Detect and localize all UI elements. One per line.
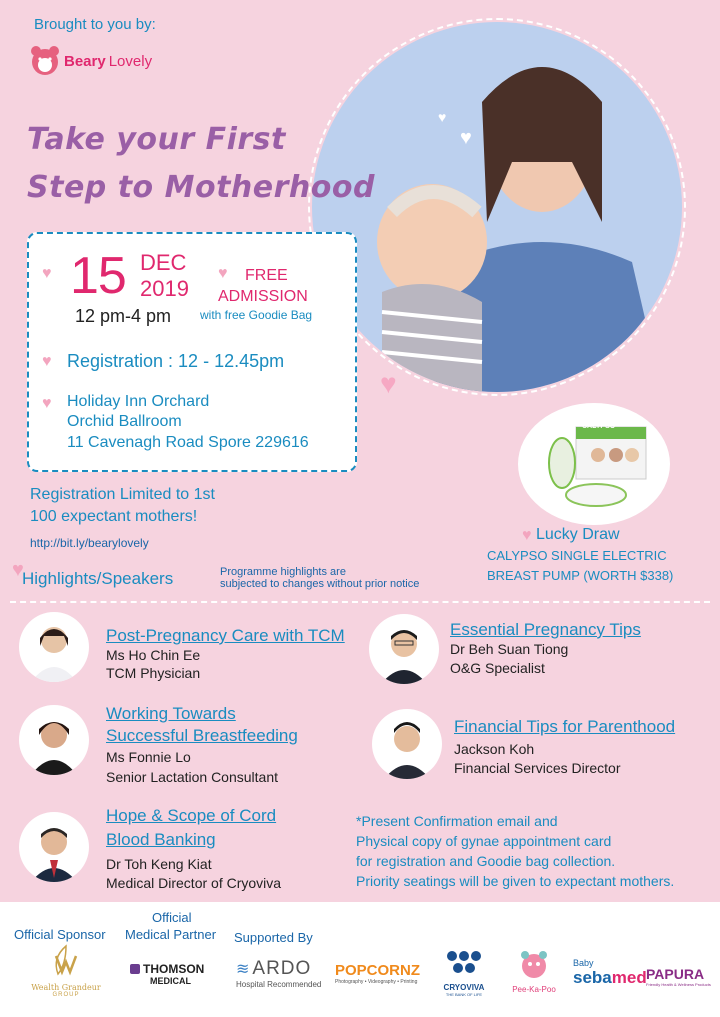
registration-time: Registration : 12 - 12.45pm [67,351,285,371]
notice-line-1: *Present Confirmation email and [356,813,558,829]
heart-icon: ♥ [522,527,532,544]
venue-line-1: Holiday Inn Orchard [67,393,210,410]
bear-icon [30,44,60,78]
notice-line-2: Physical copy of gynae appointment card [356,833,612,849]
speaker-4-name: Dr Beh Suan Tiong [450,641,569,657]
brand-lovely: Lovely [108,52,153,70]
product-circle [518,403,670,525]
popcornz-sub: Photography • Videography • Printing [335,979,418,985]
sebamed-baby: Baby [573,958,594,968]
speaker-3-title-2[interactable]: Blood Banking [106,830,216,849]
product-label: CALYPSO [582,423,616,430]
popcornz-name: POPCORNZ [335,962,421,979]
speaker-photo [19,705,89,775]
event-day: 15 [70,247,126,305]
event-month: DEC [140,250,187,275]
speaker-3-role: Medical Director of Cryoviva [106,875,282,891]
speaker-photo [372,709,442,779]
venue-line-3: 11 Cavenagh Road Spore 229616 [67,434,309,451]
admission-sub: with free Goodie Bag [200,308,313,322]
speaker-4-role: O&G Specialist [450,660,545,676]
registration-link[interactable]: http://bit.ly/bearylovely [30,536,149,550]
ardo-sub: Hospital Recommended [236,980,322,989]
section-divider [10,601,710,603]
speaker-4-title[interactable]: Essential Pregnancy Tips [450,620,641,639]
speaker-2-title-2[interactable]: Successful Breastfeeding [106,726,298,745]
event-time: 12 pm-4 pm [75,306,172,326]
wealth-grandeur-logo [28,944,104,998]
heart-icon: ♥ [42,265,52,282]
speaker-photo [19,812,89,882]
highlights-note-2: subjected to changes without prior notice [220,578,420,590]
speaker-1-title[interactable]: Post-Pregnancy Care with TCM [106,626,345,645]
speaker-2-title-1[interactable]: Working Towards [106,704,236,723]
cryoviva-logo [437,948,491,997]
heart-icon: ♥ [460,127,472,149]
speaker-2-name: Ms Fonnie Lo [106,749,191,765]
speaker-2-role: Senior Lactation Consultant [106,769,278,785]
notice-line-4: Priority seatings will be given to expectant mothers. [356,873,675,889]
cryoviva-dots-icon [444,948,484,978]
papura-name: PAPURA [646,966,705,982]
speaker-5-role: Financial Services Director [454,760,621,776]
official-sponsor-label: Official Sponsor [14,927,106,942]
thomson-name: THOMSON [143,962,205,976]
thomson-medical: MEDICAL [150,976,191,986]
cryoviva-sub: THE BANK OF LIFE [445,992,483,997]
admission-line-1: FREE [245,267,288,284]
ardo-icon: ≋ [236,961,250,978]
highlights-note-1: Programme highlights are [220,566,346,578]
papura-logo [646,966,711,987]
highlights-heading: Highlights/Speakers [22,569,174,588]
thomson-medical-logo [130,962,204,986]
official-label: Official [152,910,192,925]
medical-partner-label: Medical Partner [125,927,217,942]
title-line-2: Step to Motherhood [27,170,375,205]
peekapoo-name: Pee-Ka-Poo [512,985,556,994]
speaker-3-title-1[interactable]: Hope & Scope of Cord [106,806,277,825]
speaker-photo [19,612,89,682]
popcornz-logo [335,962,420,985]
speaker-5-name: Jackson Koh [454,741,535,757]
supported-by-label: Supported By [234,930,313,945]
sebamed-seba: seba [573,968,612,987]
lucky-draw-line-1: CALYPSO SINGLE ELECTRIC [487,548,667,563]
ardo-logo [236,958,321,989]
limit-line-1: Registration Limited to 1st [30,486,215,503]
cryoviva-name: CRYOVIVA [443,983,485,992]
hero-circle-outline [308,18,686,399]
brought-by-label: Brought to you by: [34,16,156,33]
peekapoo-character-icon [518,950,550,980]
ardo-name: ARDO [252,958,312,979]
peekapoo-logo [508,950,560,994]
lucky-draw-line-2: BREAST PUMP (WORTH $338) [487,568,674,583]
event-year: 2019 [140,276,189,301]
wealth-grandeur-emblem-icon [48,944,84,978]
wealth-name: Wealth Grandeur [31,983,101,992]
thomson-icon [130,964,140,974]
lucky-draw-title: Lucky Draw [536,526,620,543]
papura-sub: Friendly Health & Wellness Products [646,982,711,987]
title-line-1: Take your First [27,122,286,157]
wealth-group: GROUP [52,992,80,998]
breast-pump-image [518,403,670,525]
limit-line-2: 100 expectant mothers! [30,508,198,525]
beary-lovely-logo [30,44,152,78]
notice-line-3: for registration and Goodie bag collection. [356,853,616,869]
venue-line-2: Orchid Ballroom [67,413,182,430]
speaker-1-role: TCM Physician [106,665,201,681]
heart-icon: ♥ [12,559,24,581]
heart-icon: ♥ [380,368,397,399]
heart-icon: ♥ [438,109,447,125]
speaker-photo [369,614,439,684]
admission-line-2: ADMISSION [218,288,308,305]
heart-icon: ♥ [218,265,228,282]
speaker-1-name: Ms Ho Chin Ee [106,647,201,663]
speaker-5-title[interactable]: Financial Tips for Parenthood [454,717,676,736]
sebamed-med: med [611,968,647,987]
speaker-3-name: Dr Toh Keng Kiat [106,856,212,872]
sebamed-logo [573,958,647,988]
heart-icon: ♥ [42,353,52,370]
brand-beary: Beary [64,52,106,70]
heart-icon: ♥ [42,395,52,412]
